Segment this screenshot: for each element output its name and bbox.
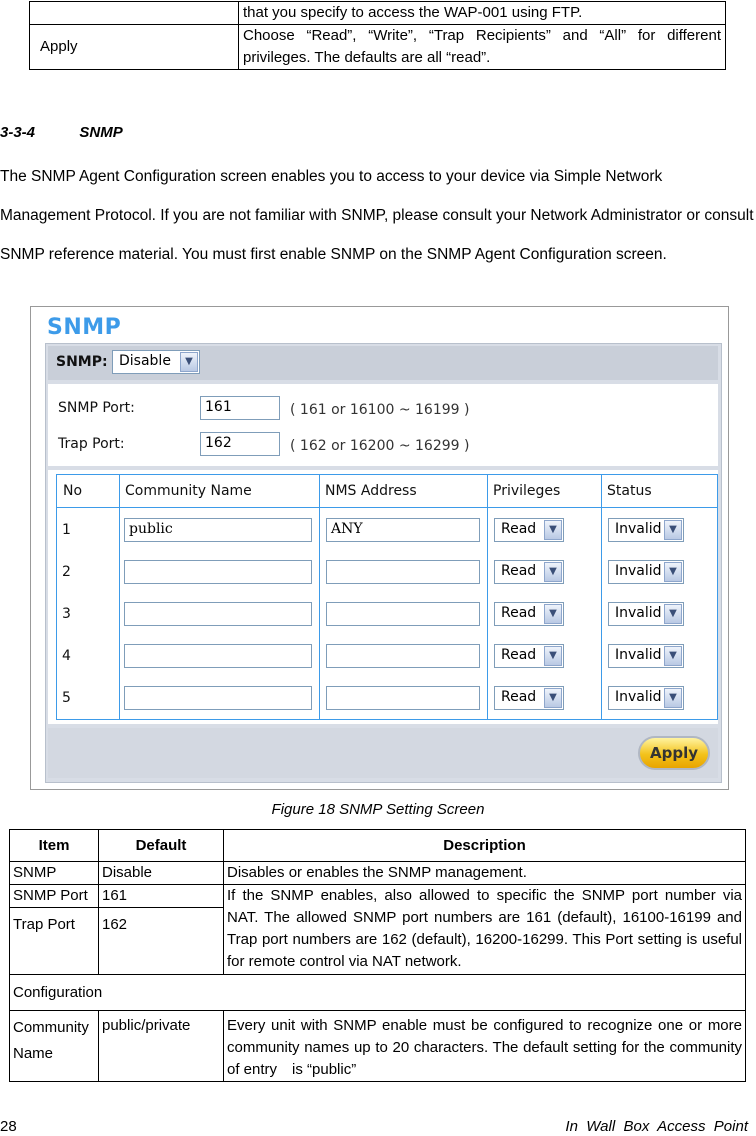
community-name-input[interactable] — [124, 644, 312, 668]
chevron-down-icon: ▼ — [544, 520, 562, 540]
community-table — [48, 470, 718, 724]
section-body: The SNMP Agent Configuration screen enables you to access to your device via Simple Network Management Protocol. If you are not familiar with SNMP, please consult your Network Administrator or consult SNMP reference material. You must first enable SNMP on the SNMP Agent Configuration screen. — [0, 168, 754, 263]
community-row — [48, 640, 718, 682]
section-heading — [0, 124, 123, 141]
row-number: 5 — [62, 690, 71, 706]
col-header-community: Community Name — [125, 483, 252, 499]
snmp-panel — [45, 343, 722, 783]
col-header-status: Status — [607, 483, 652, 499]
apply-button[interactable]: Apply — [638, 736, 710, 770]
page-number: 28 — [0, 1118, 17, 1135]
community-name-input[interactable] — [124, 602, 312, 626]
chevron-down-icon: ▼ — [544, 646, 562, 666]
privileges-select[interactable] — [494, 602, 564, 626]
section-title: SNMP — [79, 124, 123, 141]
description-table — [9, 829, 746, 1082]
default-snmp: Disable — [99, 862, 224, 885]
chevron-down-icon: ▼ — [664, 604, 682, 624]
default-community: public/private — [99, 1011, 224, 1082]
section-number: 3-3-4 — [0, 124, 36, 141]
desc-community: Every unit with SNMP enable must be configured to recognize one or more community names up to 20 characters. The default setting for the community of entry is “public” — [224, 1011, 746, 1082]
row-number: 1 — [62, 522, 71, 538]
config-row: Configuration — [10, 975, 746, 1011]
status-select[interactable] — [608, 518, 684, 542]
status-select[interactable] — [608, 644, 684, 668]
privileges-select[interactable] — [494, 686, 564, 710]
chevron-down-icon: ▼ — [544, 562, 562, 582]
row-number: 3 — [62, 606, 71, 622]
chevron-down-icon: ▼ — [664, 520, 682, 540]
top-table — [29, 1, 726, 70]
status-value: Invalid — [615, 521, 662, 537]
privileges-value: Read — [501, 647, 537, 663]
chevron-down-icon: ▼ — [664, 646, 682, 666]
trap-port-label: Trap Port: — [58, 436, 125, 452]
privileges-select[interactable] — [494, 518, 564, 542]
col-header-no: No — [63, 483, 83, 499]
chevron-down-icon: ▼ — [664, 562, 682, 582]
default-trap-port: 162 — [99, 908, 224, 975]
figure-caption: Figure 18 SNMP Setting Screen — [271, 801, 485, 818]
desc-ports: If the SNMP enables, also allowed to specific the SNMP port number via NAT. The allowed SNMP port numbers are 161 (default), 16100-16199 and Trap port numbers are 162 (default), 16200-16299. This Port setting is useful for remote control via NAT network. — [224, 885, 746, 975]
community-row — [48, 598, 718, 640]
col-header-privileges: Privileges — [493, 483, 561, 499]
snmp-label: SNMP: — [56, 354, 108, 370]
privileges-value: Read — [501, 689, 537, 705]
button-bar — [48, 728, 718, 778]
status-value: Invalid — [615, 647, 662, 663]
desc-snmp: Disables or enables the SNMP management. — [224, 862, 746, 885]
row-number: 2 — [62, 564, 71, 580]
status-select[interactable] — [608, 602, 684, 626]
row-number: 4 — [62, 648, 71, 664]
nms-address-input[interactable] — [326, 602, 480, 626]
snmp-screen-title: SNMP — [47, 315, 122, 340]
privileges-select[interactable] — [494, 560, 564, 584]
nms-address-input[interactable] — [326, 686, 480, 710]
chevron-down-icon: ▼ — [544, 688, 562, 708]
nms-address-input[interactable] — [326, 560, 480, 584]
chevron-down-icon: ▼ — [180, 352, 198, 372]
community-name-input[interactable]: public — [124, 518, 312, 542]
top-table-apply: Apply — [30, 25, 239, 70]
community-row — [48, 514, 718, 556]
snmp-port-input[interactable]: 161 — [200, 396, 280, 420]
header-divider — [57, 507, 717, 508]
status-value: Invalid — [615, 689, 662, 705]
nms-address-input[interactable] — [326, 644, 480, 668]
community-row — [48, 682, 718, 724]
trap-port-hint: ( 162 or 16200 ~ 16299 ) — [290, 438, 470, 454]
privileges-value: Read — [501, 605, 537, 621]
snmp-enable-value: Disable — [119, 353, 171, 369]
col-header-nms: NMS Address — [325, 483, 417, 499]
snmp-screenshot — [30, 306, 729, 790]
privileges-value: Read — [501, 563, 537, 579]
top-table-cell-empty — [30, 2, 239, 25]
chevron-down-icon: ▼ — [544, 604, 562, 624]
status-value: Invalid — [615, 563, 662, 579]
community-name-input[interactable] — [124, 686, 312, 710]
status-value: Invalid — [615, 605, 662, 621]
item-snmp-port: SNMP Port — [10, 885, 99, 908]
nms-address-input[interactable]: ANY — [326, 518, 480, 542]
status-select[interactable] — [608, 560, 684, 584]
status-select[interactable] — [608, 686, 684, 710]
trap-port-input[interactable]: 162 — [200, 432, 280, 456]
snmp-port-label: SNMP Port: — [58, 400, 135, 416]
snmp-port-hint: ( 161 or 16100 ~ 16199 ) — [290, 402, 470, 418]
footer-product: In Wall Box Access Point — [565, 1118, 748, 1135]
top-table-row2-desc: Choose “Read”, “Write”, “Trap Recipients” and “All” for different privileges. The defaults are all “read”. — [239, 25, 726, 70]
header-item: Item — [10, 830, 99, 862]
item-snmp: SNMP — [10, 862, 99, 885]
item-community: Community Name — [10, 1011, 99, 1082]
community-row — [48, 556, 718, 598]
community-name-input[interactable] — [124, 560, 312, 584]
default-snmp-port: 161 — [99, 885, 224, 908]
chevron-down-icon: ▼ — [664, 688, 682, 708]
privileges-select[interactable] — [494, 644, 564, 668]
privileges-value: Read — [501, 521, 537, 537]
header-description: Description — [224, 830, 746, 862]
snmp-enable-row — [48, 346, 718, 380]
item-trap-port: Trap Port — [10, 908, 99, 975]
snmp-enable-select[interactable] — [112, 350, 200, 374]
header-default: Default — [99, 830, 224, 862]
port-settings — [48, 384, 718, 466]
top-table-row1-desc: that you specify to access the WAP-001 using FTP. — [239, 2, 726, 25]
